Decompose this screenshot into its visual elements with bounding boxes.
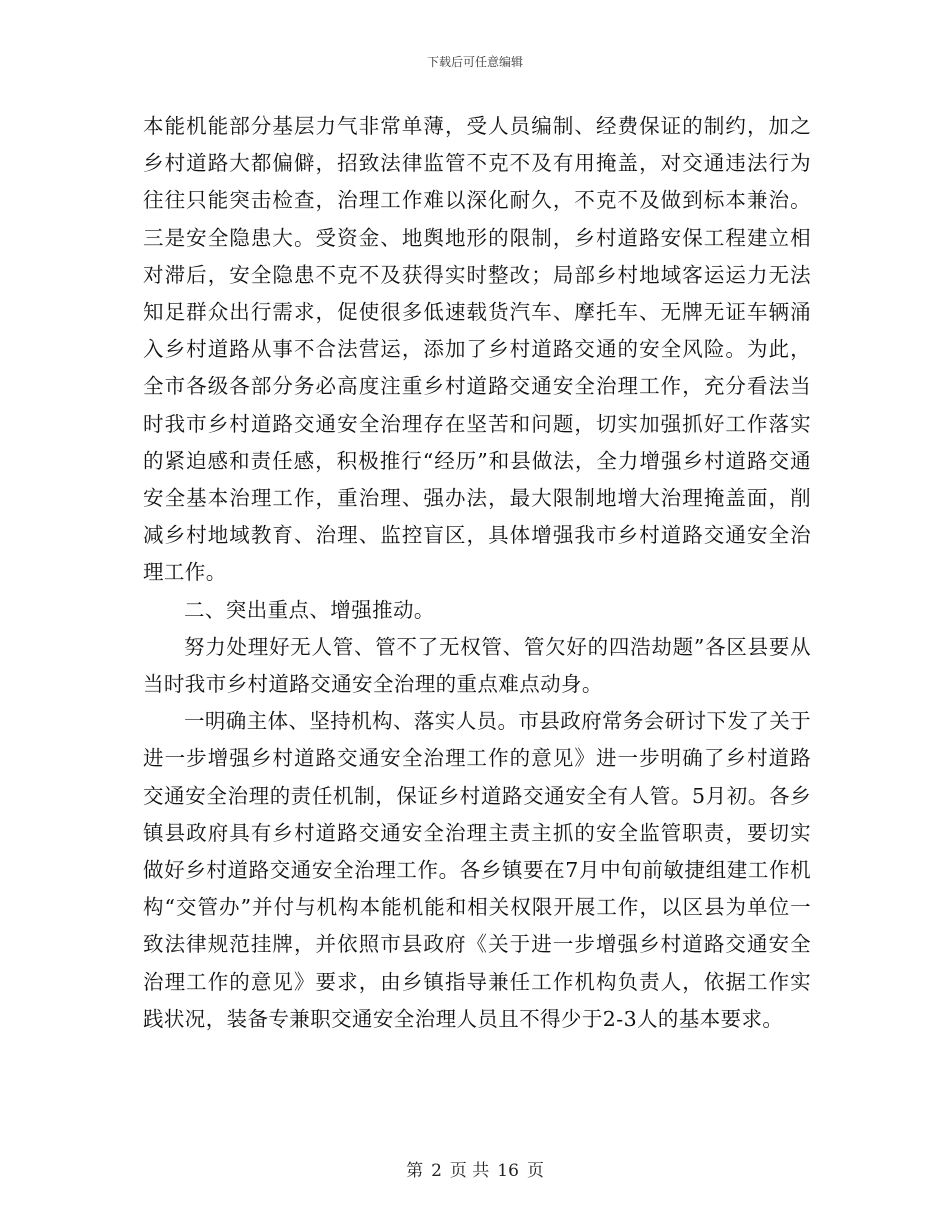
paragraph-2: 二、突出重点、增强推动。 [184, 597, 435, 622]
paragraph-4: 一明确主体、坚持机构、落实人员。市县政府常务会研讨下发了关于进一步增强乡村道路交通安全治理工作的意见》进一步明确了乡村道路交通安全治理的责任机制，保证乡村道路交通安全有人管。5月初。各乡镇县政府具有乡村道路交通安全治理主责主抓的安全监管职责，要切实做好乡村道路交通安全治理工作。各乡镇要在7月中旬前敏捷组建工作机构“交管办”并付与机构本能机能和相关权限开展工作，以区县为单位一致法律规范挂牌，并依照市县政府《关于进一步增强乡村道路交通安全治理工作的意见》要求，由乡镇指导兼任工作机构负责人，依据工作实践状况，装备专兼职交通安全治理人员且不得少于2-3人的基本要求。 [143, 709, 811, 1031]
paragraph-3: 努力处理好无人管、管不了无权管、管欠好的四浩劫题”各区县要从当时我市乡村道路交通安全治理的重点难点动身。 [143, 634, 811, 697]
footer-total-pages: 16 [497, 1161, 519, 1181]
document-body [143, 108, 811, 1038]
footer-middle: 页 共 [449, 1161, 490, 1181]
header-note: 下载后可任意编辑 [426, 55, 523, 69]
footer-current-page: 2 [431, 1161, 442, 1181]
footer-suffix: 页 [526, 1161, 544, 1181]
page-number-footer [0, 1156, 950, 1181]
footer-prefix: 第 [406, 1161, 424, 1181]
paragraph-1: 本能机能部分基层力气非常单薄，受人员编制、经费保证的制约，加之乡村道路大都偏僻，招致法律监管不克不及有用掩盖，对交通违法行为往往只能突击检查，治理工作难以深化耐久，不克不及做到标本兼治。三是安全隐患大。受资金、地舆地形的限制，乡村道路安保工程建立相对滞后，安全隐患不克不及获得实时整改；局部乡村地域客运运力无法知足群众出行需求，促使很多低速载货汽车、摩托车、无牌无证车辆涌入乡村道路从事不合法营运，添加了乡村道路交通的安全风险。为此，全市各级各部分务必高度注重乡村道路交通安全治理工作，充分看法当时我市乡村道路交通安全治理存在坚苦和问题，切实加强抓好工作落实的紧迫感和责任感，积极推行“经历”和县做法，全力增强乡村道路交通安全基本治理工作，重治理、强办法，最大限制地增大治理掩盖面，削减乡村地域教育、治理、监控盲区，具体增强我市乡村道路交通安全治理工作。 [143, 114, 811, 585]
